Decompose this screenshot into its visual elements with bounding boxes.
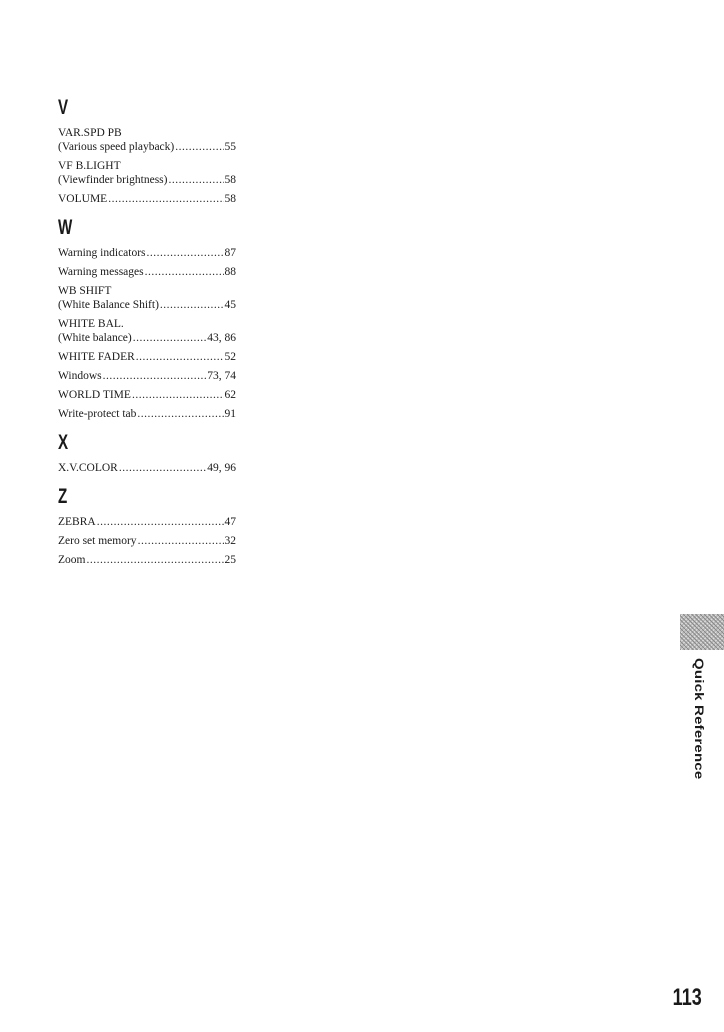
entry-line xyxy=(58,350,236,364)
dot-leader xyxy=(175,140,223,154)
entry-term: X.V.COLOR xyxy=(58,462,118,474)
index-entry xyxy=(58,534,236,548)
entry-line xyxy=(58,140,236,154)
section-letter: V xyxy=(58,96,69,119)
entry-page-ref: 52 xyxy=(224,351,236,363)
entry-line xyxy=(58,173,236,187)
dot-leader xyxy=(103,369,207,383)
entry-line xyxy=(58,331,236,345)
dot-leader xyxy=(97,515,224,529)
index-entry xyxy=(58,388,236,402)
dot-leader xyxy=(137,407,223,421)
entry-term: WORLD TIME xyxy=(58,389,131,401)
entry-page-ref: 87 xyxy=(224,247,236,259)
entry-term: WB SHIFT xyxy=(58,285,112,297)
dot-leader xyxy=(119,461,206,475)
entry-page-ref: 62 xyxy=(224,389,236,401)
index-entry xyxy=(58,369,236,383)
entry-line xyxy=(58,461,236,475)
entry-line xyxy=(58,265,236,279)
index-section xyxy=(58,431,236,475)
entry-term: (Viewfinder brightness) xyxy=(58,174,168,186)
entry-page-ref: 43, 86 xyxy=(207,332,236,344)
dot-leader xyxy=(133,331,207,345)
index-entry xyxy=(58,265,236,279)
entry-term: Zoom xyxy=(58,554,86,566)
entry-line xyxy=(58,284,236,298)
entry-page-ref: 32 xyxy=(224,535,236,547)
index-entry xyxy=(58,407,236,421)
entry-page-ref: 49, 96 xyxy=(207,462,236,474)
tab-pattern-block xyxy=(680,614,724,650)
entry-line xyxy=(58,159,236,173)
section-letter: X xyxy=(58,431,69,454)
entry-line xyxy=(58,407,236,421)
entry-term: Zero set memory xyxy=(58,535,137,547)
entry-page-ref: 88 xyxy=(224,266,236,278)
section-letter: W xyxy=(58,216,73,239)
entry-page-ref: 91 xyxy=(224,408,236,420)
entry-line xyxy=(58,317,236,331)
entry-line xyxy=(58,192,236,206)
dot-leader xyxy=(160,298,224,312)
index-entry xyxy=(58,246,236,260)
index-entry xyxy=(58,553,236,567)
entry-term: Write-protect tab xyxy=(58,408,137,420)
entry-term: Warning messages xyxy=(58,266,144,278)
entry-line xyxy=(58,515,236,529)
entry-line xyxy=(58,534,236,548)
entry-page-ref: 73, 74 xyxy=(207,370,236,382)
index-entry xyxy=(58,515,236,529)
dot-leader xyxy=(145,265,224,279)
entry-page-ref: 25 xyxy=(224,554,236,566)
dot-leader xyxy=(86,553,223,567)
entry-page-ref: 55 xyxy=(224,141,236,153)
entry-term: (White Balance Shift) xyxy=(58,299,159,311)
dot-leader xyxy=(169,173,224,187)
index-entry xyxy=(58,159,236,187)
index-section xyxy=(58,216,236,421)
section-letter: Z xyxy=(58,485,68,508)
dot-leader xyxy=(136,350,224,364)
dot-leader xyxy=(138,534,224,548)
index-column xyxy=(58,96,236,572)
dot-leader xyxy=(108,192,223,206)
index-entry xyxy=(58,350,236,364)
entry-term: (White balance) xyxy=(58,332,132,344)
index-entry xyxy=(58,284,236,312)
index-entry xyxy=(58,126,236,154)
entry-page-ref: 45 xyxy=(224,299,236,311)
entry-term: VOLUME xyxy=(58,193,108,205)
entry-term: WHITE FADER xyxy=(58,351,135,363)
entry-line xyxy=(58,388,236,402)
entry-page-ref: 58 xyxy=(224,174,236,186)
entry-page-ref: 58 xyxy=(224,193,236,205)
entry-term: (Various speed playback) xyxy=(58,141,175,153)
index-entry xyxy=(58,317,236,345)
dot-leader xyxy=(147,246,224,260)
entry-term: VF B.LIGHT xyxy=(58,160,121,172)
dot-leader xyxy=(132,388,224,402)
entry-line xyxy=(58,369,236,383)
entry-term: VAR.SPD PB xyxy=(58,127,122,139)
index-entry xyxy=(58,461,236,475)
entry-term: WHITE BAL. xyxy=(58,318,124,330)
entry-term: Windows xyxy=(58,370,102,382)
entry-line xyxy=(58,298,236,312)
quick-reference-tab xyxy=(680,614,724,780)
entry-term: Warning indicators xyxy=(58,247,146,259)
entry-line xyxy=(58,246,236,260)
index-entry xyxy=(58,192,236,206)
entry-line xyxy=(58,126,236,140)
index-section xyxy=(58,485,236,567)
index-section xyxy=(58,96,236,206)
side-tab-label: Quick Reference xyxy=(691,658,706,780)
page-number: 113 xyxy=(672,984,702,1011)
entry-line xyxy=(58,553,236,567)
entry-term: ZEBRA xyxy=(58,516,96,528)
entry-page-ref: 47 xyxy=(224,516,236,528)
